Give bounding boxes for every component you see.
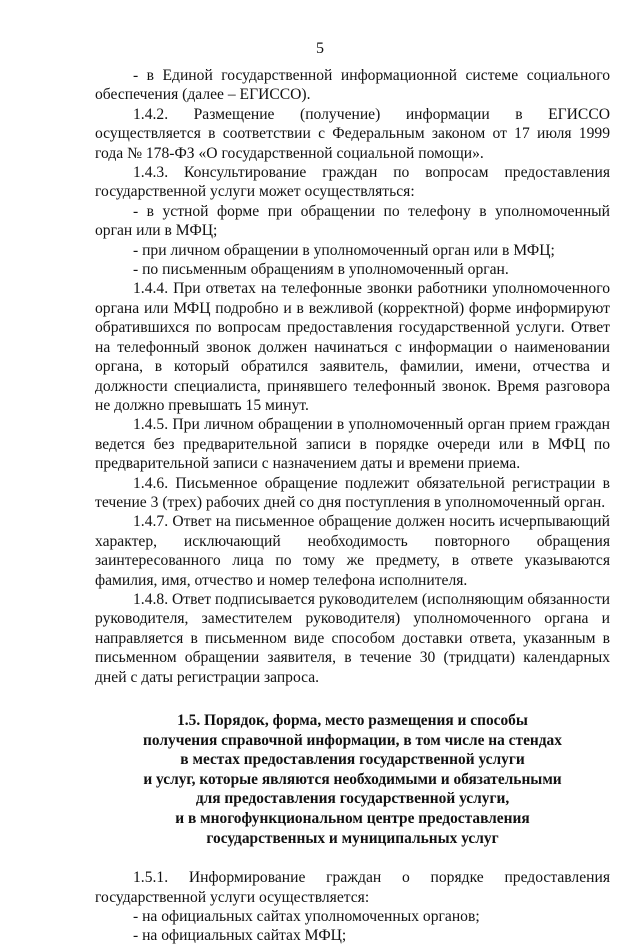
paragraph-1-4-6: 1.4.6. Письменное обращение подлежит обязательной регистрации в течение 3 (трех) рабочих дней со дня поступления в уполномоченный орган. — [95, 474, 610, 511]
list-item-official-sites: - на официальных сайтах уполномоченных органов; — [133, 907, 480, 925]
paragraph-1-4-2: 1.4.2. Размещение (получение) информации в ЕГИССО осуществляется в соответствии с Федеральным законом от 17 июля 1999 года № 178-ФЗ «О государственной социальной помощи». — [95, 105, 610, 162]
paragraph-1-4-8: 1.4.8. Ответ подписывается руководителем (исполняющим обязанности руководителя, заместителем руководителя) уполномоченного органа и направляется в письменном виде способом доставки ответа, указанным в письменном обращении заявителя, в течение 30 (тридцати) календарных дней с даты регистрации запроса. — [95, 590, 610, 686]
heading-line: для предоставления государственной услуги, — [195, 790, 510, 808]
paragraph-1-5-1: 1.5.1. Информирование граждан о порядке предоставления государственной услуги осуществляется: — [95, 869, 610, 906]
heading-line: в местах предоставления государственной услуги — [180, 751, 525, 769]
page-body — [95, 66, 610, 946]
list-item-phone: - в устной форме при обращении по телефону в уполномоченный орган или в МФЦ; — [95, 202, 610, 240]
heading-line: и в многофункциональном центре предоставления — [175, 809, 530, 827]
section-heading-1-5 — [95, 711, 610, 848]
paragraph-1-4-3: 1.4.3. Консультирование граждан по вопросам предоставления государственной услуги может осуществляться: — [95, 164, 610, 201]
paragraph-1-4-4: 1.4.4. При ответах на телефонные звонки работники уполномоченного органа или МФЦ подробно и в вежливой (корректной) форме информируют обратившихся по вопросам предоставления государственной услуги. Ответ на телефонный звонок должен начинаться с информации о наименовании органа, в который обратился заявитель, фамилии, имени, отчества и должности специалиста, принявшего телефонный звонок. Время разговора не должно превышать 15 минут. — [95, 280, 610, 414]
paragraph-1-4-5: 1.4.5. При личном обращении в уполномоченный орган прием граждан ведется без предварительной записи в порядке очереди или в МФЦ по предварительной записи с назначением даты и времени приема. — [95, 416, 610, 473]
list-item-personal: - при личном обращении в уполномоченный орган или в МФЦ; — [133, 241, 555, 259]
paragraph-egisso-item: - в Единой государственной информационной системе социального обеспечения (далее – ЕГИССО). — [95, 67, 610, 104]
heading-line: и услуг, которые являются необходимыми и обязательными — [143, 770, 562, 788]
heading-line: 1.5. Порядок, форма, место размещения и способы — [177, 712, 528, 729]
heading-line: государственных и муниципальных услуг — [206, 829, 499, 847]
list-item-written: - по письменным обращениям в уполномоченный орган. — [133, 261, 509, 279]
page-number: 5 — [316, 40, 324, 57]
list-item-mfc-sites: - на официальных сайтах МФЦ; — [133, 927, 347, 945]
heading-line: получения справочной информации, в том числе на стендах — [143, 731, 562, 749]
paragraph-1-4-7: 1.4.7. Ответ на письменное обращение должен носить исчерпывающий характер, исключающий необходимость повторного обращения заинтересованного лица по тому же предмету, в ответе указываются фамилия, имя, отчество и номер телефона исполнителя. — [95, 513, 610, 589]
